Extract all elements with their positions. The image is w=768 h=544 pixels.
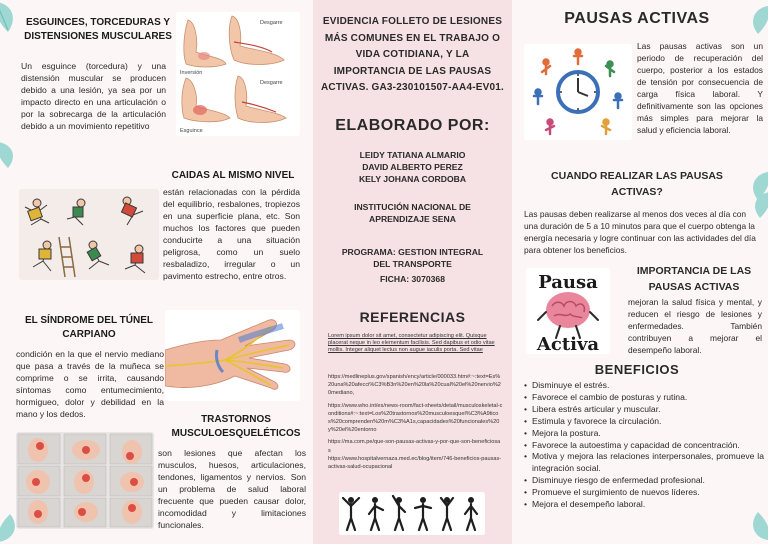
beneficios-heading: BENEFICIOS [594,362,680,377]
esguinces-title: ESGUINCES, TORCEDURAS Y DISTENSIONES MUSCULARES [24,17,172,42]
image-label: Inversión [180,70,203,76]
list-item: • Favorece la autoestima y capacidad de concentración. [524,440,764,452]
importancia-text: mejoran la salud física y mental, y reducen el riesgo de lesiones y enfermedades. También contribuyen a mejorar el desempeño laboral. [628,297,762,355]
list-item: • Estimula y favorece la circulación. [524,416,764,428]
image-label: Desgarre [260,80,283,86]
importancia-heading: IMPORTANCIA DE LAS PAUSAS ACTIVAS [636,265,752,293]
image-label: Desgarre [260,20,283,26]
references-list [328,373,503,471]
program: PROGRAMA: GESTION INTEGRAL DEL TRANSPORTE [341,247,484,269]
image-label: Esguince [180,128,203,134]
caidas-text: están relacionadas con la pérdida del equilibrio, resbalones, tropiezos en una superficie plana, etc. Son muchos los factores que pueden conducirte a una situación peligrosa, como un suelo resbaladizo, irregular o un pavimento estrecho, entre otros. [163,187,300,281]
brain-logo-icon [526,268,610,354]
tunel-text: condición en la que el nervio mediano que pasa a través de la muñeca se comprime o se irrita, causando síntomas como entumecimiento, hormigueo, dolor y debilidad en la mano y los dedos. [16,349,164,419]
leaf-decoration-icon [748,4,768,36]
stretching-people-icon [339,492,485,535]
logo-word: Pausa [538,272,598,293]
musculoskeletal-illustration [16,432,154,529]
exercise-figures-illustration [339,492,485,535]
pausas-activas-heading: PAUSAS ACTIVAS [564,10,710,27]
cuando-heading: CUANDO REALIZAR LAS PAUSAS ACTIVAS? [551,170,723,198]
logo-word: Activa [536,334,600,354]
trastornos-title: TRASTORNOS MUSCULOESQUELÉTICOS [171,414,301,439]
ankle-sprain-illustration [176,12,300,136]
beneficios-list [524,380,764,511]
clock-icon [524,44,632,140]
referencias-heading: REFERENCIAS [359,309,466,325]
cuando-text: Las pausas deben realizarse al menos dos veces al día con una duración de 5 a 10 minutos para que el cuerpo obtenga la energía necesaria y logre continuar con las actividades del día para obtener los beneficios. [524,209,756,255]
reference-link[interactable]: https://ma.com.pe/que-son-pausas-activas-y-por-que-son-beneficiosas [328,439,501,454]
institution: INSTITUCIÓN NACIONAL DE APRENDIZAJE SENA [354,202,471,224]
clock-exercise-illustration [524,44,632,140]
leaf-decoration-icon [0,0,20,34]
esguinces-text: Un esguince (torcedura) y una distensión muscular se producen debido a una lesión, ya sea por un impacto directo en una articulación o por la sobrecarga de la articulación debido a un movimiento repetitivo [21,61,166,131]
list-item: • Motiva y mejora las relaciones interpersonales, promueve la integración social. [524,451,764,475]
author-name: LEIDY TATIANA ALMARIO [359,150,466,160]
trastornos-text: son lesiones que afectan los musculos, huesos, articulaciones, tendones, ligamentos y nervios. Son un problema de salud laboral frecuente que pueden causar dolor, incomodidad y limitaciones funcionales. [158,448,306,530]
panel-right [512,0,768,544]
elaborado-heading: ELABORADO POR: [335,117,490,134]
panel-center [313,0,512,544]
author-name: KELY JOHANA CORDOBA [358,174,467,184]
caidas-title: CAIDAS AL MISMO NIVEL [171,170,295,181]
list-item: • Mejora la postura. [524,428,764,440]
foot-anatomy-icon [176,12,300,136]
panel-left [0,0,313,544]
document-title: EVIDENCIA FOLLETO DE LESIONES MÁS COMUNES EN EL TRABAJO O VIDA COTIDIANA, Y LA IMPORTANCIA DE LAS PAUSAS ACTIVAS. GA3-230101507-AA4-EV01. [321,16,504,93]
list-item: • Libera estrés articular y muscular. [524,404,764,416]
reference-link[interactable]: https://www.hospitalvernaza.med.ec/blog/item/746-beneficios-pausas-activas-salud-ocupacional [328,455,502,471]
hand-nerve-icon [165,310,300,401]
leaf-decoration-icon [748,510,768,542]
placeholder-text: Lorem ipsum dolor sit amet, consectetur adipiscing elit. Quisque placerat neque in leo elementum facilisis. Sed dapibus et odio vitae mollis. Integer aliquet lectus non augue iaculis porta. Sed vitae [328,333,495,353]
list-item: • Mejora el desempeño laboral. [524,499,764,511]
authors-list [319,149,506,185]
pausas-activas-text: Las pausas activas son un periodo de recuperación del cuerpo, posterior a los estados de tensión por consecuencia de carga física laboral. Y definitivamente son las opciones más simples para mejorar la salud y eficiencia laboral. [637,41,763,135]
falling-people-icon [19,189,159,280]
carpal-tunnel-illustration [165,310,300,401]
falls-illustration [19,189,159,280]
list-item: • Disminuye el estrés. [524,380,764,392]
author-name: DAVID ALBERTO PEREZ [362,162,463,172]
pausa-activa-logo [526,268,610,354]
reference-link[interactable]: https://medlineplus.gov/spanish/ency/article/000033.htm#:~:text=Es%20una%20afecci%C3%B3n%20en%20la%20cual%20el%20nervio%20mediano, [328,374,501,397]
ficha: FICHA: 3070368 [380,274,445,284]
list-item: • Promueve el surgimiento de nuevos líderes. [524,487,764,499]
body-pain-icon [16,432,154,529]
reference-link[interactable]: https://www.who.int/es/news-room/fact-sheets/detail/musculoskeletal-conditions#:~:text=Los%20trastornos%20musculoesquel%C3%A9ticos%20comprenden%20m%C3%A1s,capacidades%20funcionales%20y%20el%20entorno [328,402,503,434]
leaf-decoration-icon [0,140,20,170]
tunel-title: EL SÍNDROME DEL TÚNEL CARPIANO [25,315,153,340]
list-item: • Favorece el cambio de posturas y rutina. [524,392,764,404]
list-item: • Disminuye riesgo de enfermedad profesional. [524,475,764,487]
